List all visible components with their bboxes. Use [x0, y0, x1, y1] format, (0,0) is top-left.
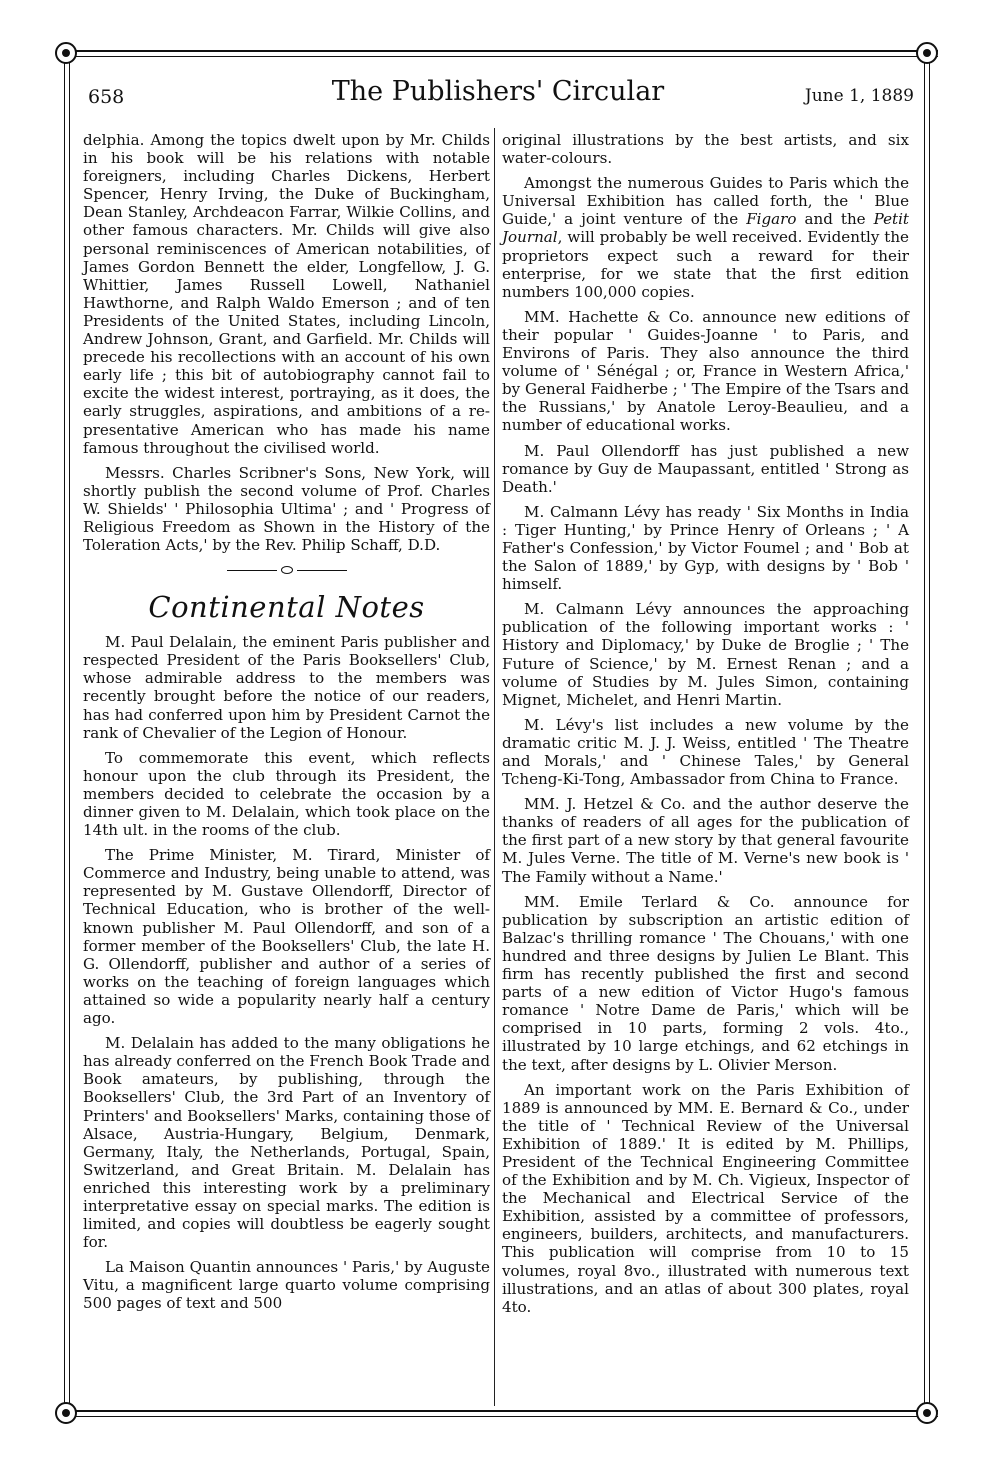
journal-title: The Publishers' Circular: [331, 76, 665, 107]
article-paragraph: original illustrations by the best artists, and six water-colours.: [502, 131, 909, 168]
corner-ornament-bottom-right: [916, 1402, 938, 1424]
article-paragraph: M. Paul Delalain, the eminent Paris publisher and respected President of the Paris Booksellers' Club, whose admirable address to the members was recently brought before the notice of our readers, has had conferred upon him by President Carnot the rank of Chevalier of the Legion of Honour.: [83, 633, 490, 742]
right-border-rule: [924, 52, 925, 1414]
article-paragraph: Messrs. Charles Scribner's Sons, New York, will shortly publish the second volume of Prof. Charles W. Shields' ' Philosophia Ultima' ; and ' Progress of Religious Freedom as Shown in the History of the Toleration Acts,' by the Rev. Philip Schaff, D.D.: [83, 463, 490, 555]
article-paragraph: An important work on the Paris Exhibition of 1889 is announced by MM. E. Bernard & Co., under the title of ' Technical Review of the Universal Exhibition of 1889.' It is edited by M. Phillips, President of the Technical Engineering Committee of the Exhibition and by M. Ch. Vigieux, Inspector of the Mechanical and Electrical Service of the Exhibition, assisted by a committee of professors, engineers, builders, architects, and manufacturers. This publication will comprise from 10 to 15 volumes, royal 8vo., illustrated with numerous text illustrations, and an atlas of about 300 plates, royal 4to.: [502, 1080, 909, 1316]
section-separator: [83, 561, 490, 575]
right-border-rule-inner: [929, 52, 930, 1414]
issue-date: June 1, 1889: [804, 86, 914, 106]
top-border-rule: [62, 50, 938, 52]
section-heading: Continental Notes: [148, 590, 425, 625]
article-paragraph: The Prime Minister, M. Tirard, Minister of Commerce and Industry, being unable to attend, was represented by M. Gustave Ollendorff, Director of Technical Education, who is brother of the well-known publisher M. Paul Ollendorff, and son of a former member of the Booksellers' Club, the late H. G. Ollendorff, publisher and author of a series of works on the teaching of foreign languages which attained so wide a popularity nearly half a century ago.: [83, 846, 490, 1028]
article-paragraph: M. Calmann Lévy announces the approaching publication of the following important works : ' History and Diplomacy,' by Duke de Broglie ; ' The Future of Science,' by M. Ernest Renan ; and a volume of Studies by M. Jules Simon, containing Mignet, Michelet, and Henri Martin.: [502, 600, 909, 709]
left-border-rule-inner: [69, 52, 70, 1414]
bottom-border-rule: [62, 1410, 938, 1412]
column-divider: [494, 128, 495, 1406]
article-paragraph: La Maison Quantin announces ' Paris,' by Auguste Vitu, a magnificent large quarto volume comprising 500 pages of text and 500: [83, 1258, 490, 1313]
page-header: [82, 76, 914, 116]
corner-ornament-top-right: [916, 42, 938, 64]
article-paragraph: MM. Emile Terlard & Co. announce for publication by subscription an artistic edition of Balzac's thrilling romance ' The Chouans,' with one hundred and three designs by Julien Le Blant. This firm has recently published the first and second parts of a new edition of Victor Hugo's famous romance ' Notre Dame de Paris,' which will be comprised in 10 parts, forming 2 vols. 4to., illustrated by 10 large etchings, and 62 etchings in the text, after designs by L. Olivier Merson.: [502, 892, 909, 1074]
page-number: 658: [88, 86, 125, 108]
article-paragraph: M. Delalain has added to the many obligations he has already conferred on the French Book Trade and Book amateurs, by publishing, through the Booksellers' Club, the 3rd Part of an Inventory of Printers' and Booksellers' Marks, containing those of Alsace, Austria-Hungary, Belgium, Denmark, Germany, Italy, the Netherlands, Portugal, Spain, Switzerland, and Great Britain. M. Delalain has enriched this interesting work by a preliminary interpretative essay on special marks. The edition is limited, and copies will doubtless be eagerly sought for.: [83, 1034, 490, 1252]
article-paragraph: delphia. Among the topics dwelt upon by Mr. Childs in his book will be his relations with notable foreigners, including Charles Dickens, Herbert Spencer, Henry Irving, the Duke of Buckingham, Dean Stanley, Archdeacon Farrar, Wilkie Collins, and other famous characters. Mr. Childs will give also personal reminiscences of American notabilities, of James Gordon Bennett the elder, Longfellow, J. G. Whittier, James Russell Lowell, Nathaniel Hawthorne, and Ralph Waldo Emerson ; and of ten Presidents of the United States, including Lincoln, Andrew Johnson, Grant, and Garfield. Mr. Childs will precede his recollections with an account of his own early life ; this bit of autobiography cannot fail to excite the widest interest, portraying, as it does, the early struggles, aspirations, and ambitions of a representative American who has made his name famous throughout the civilised world.: [83, 131, 490, 457]
article-paragraph: M. Paul Ollendorff has just published a new romance by Guy de Maupassant, entitled ' Strong as Death.': [502, 441, 909, 496]
article-paragraph: Amongst the numerous Guides to Paris which the Universal Exhibition has called forth, the ' Blue Guide,' a joint venture of the Figaro and the Petit Journal, will probably be well received. Evidently the proprietors expect such a reward for their enterprise, for we state that the first edition numbers 100,000 copies.: [502, 174, 909, 301]
left-border-rule: [64, 52, 65, 1414]
article-paragraph: M. Calmann Lévy has ready ' Six Months in India : Tiger Hunting,' by Prince Henry of Orleans ; ' A Father's Confession,' by Victor Foumel ; and ' Bob at the Salon of 1889,' by Gyp, with designs by ' Bob ' himself.: [502, 502, 909, 594]
corner-ornament-bottom-left: [55, 1402, 77, 1424]
right-column: [502, 131, 909, 1323]
article-paragraph: M. Lévy's list includes a new volume by the dramatic critic M. J. J. Weiss, entitled ' The Theatre and Morals,' and ' Chinese Tales,' by General Tcheng-Ki-Tong, Ambassador from China to France.: [502, 715, 909, 789]
article-paragraph: To commemorate this event, which reflects honour upon the club through its President, the members decided to celebrate the occasion by a dinner given to M. Delalain, which took place on the 14th ult. in the rooms of the club.: [83, 748, 490, 840]
left-column: [83, 131, 490, 1320]
bottom-border-rule-inner: [62, 1416, 938, 1417]
article-paragraph: MM. Hachette & Co. announce new editions of their popular ' Guides-Joanne ' to Paris, and Environs of Paris. They also announce the third volume of ' Sénégal ; or, France in Western Africa,' by General Faidherbe ; ' The Empire of the Tsars and the Russians,' by Anatole Leroy-Beaulieu, and a number of educational works.: [502, 307, 909, 435]
corner-ornament-top-left: [55, 42, 77, 64]
article-paragraph: MM. J. Hetzel & Co. and the author deserve the thanks of readers of all ages for the publication of the first part of a new story by that general favourite M. Jules Verne. The title of M. Verne's new book is ' The Family without a Name.': [502, 795, 909, 886]
top-border-rule-inner: [62, 56, 938, 57]
